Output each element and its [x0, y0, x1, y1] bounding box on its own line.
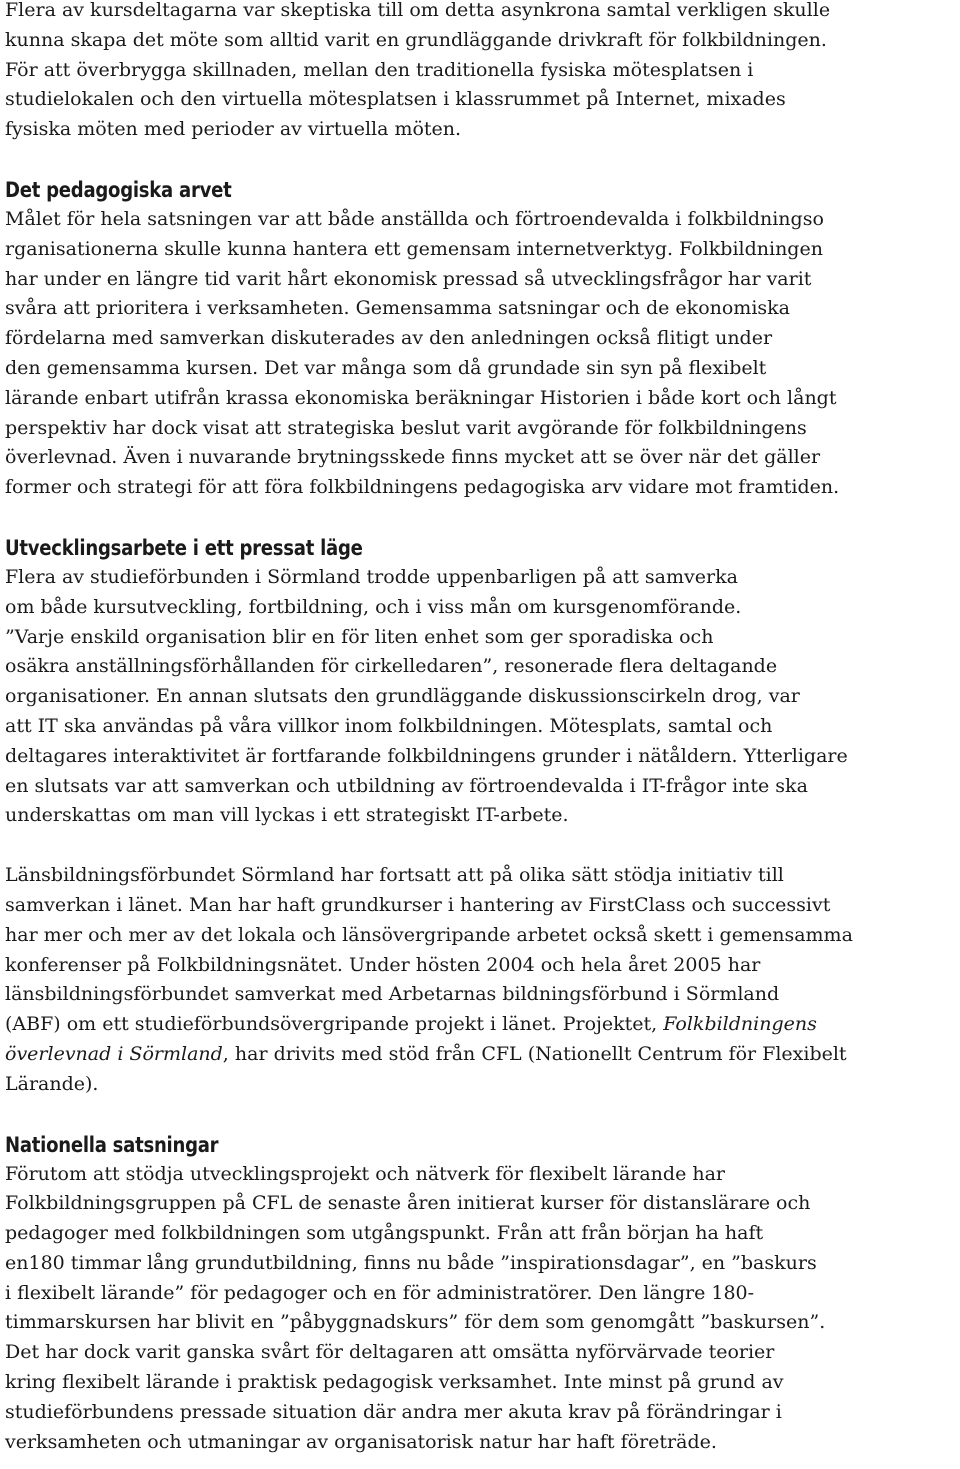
document-page: [5, 0, 959, 1457]
section-pedagogiska-arvet: [5, 175, 959, 503]
text-line: osäkra anställningsförhållanden för cirkelledaren”, resonerade flera deltagande: [5, 655, 778, 678]
text-line: timmarskursen har blivit en ”påbyggnadskurs” för dem som genomgått ”baskursen”.: [5, 1311, 826, 1334]
text-line: lärande enbart utifrån krassa ekonomiska beräkningar Historien i både kort och långt: [5, 386, 837, 409]
section-heading: Nationella satsningar: [5, 1132, 219, 1157]
text-line: överlevnad. Även i nuvarande brytningsskede finns mycket att se över när det gäller: [5, 446, 821, 469]
text-line: underskattas om man vill lyckas i ett strategiskt IT-arbete.: [5, 804, 569, 827]
text-line: Lärande).: [5, 1072, 99, 1095]
text-line: Folkbildningsgruppen på CFL de senaste åren initierat kurser för distanslärare och: [5, 1192, 811, 1215]
section-utvecklingsarbete: [5, 533, 959, 1100]
project-title-italic: överlevnad i Sörmland: [5, 1042, 223, 1065]
text-line: en180 timmar lång grundutbildning, finns nu både ”inspirationsdagar”, en ”baskurs: [5, 1251, 817, 1274]
text-line: För att överbrygga skillnaden, mellan den traditionella fysiska mötesplatsen i: [5, 58, 754, 81]
text-line: kring flexibelt lärande i praktisk pedagogisk verksamhet. Inte minst på grund av: [5, 1371, 784, 1394]
text-segment: , har drivits med stöd från CFL (Nationellt Centrum för Flexibelt: [222, 1042, 847, 1065]
text-line: perspektiv har dock visat att strategiska beslut varit avgörande för folkbildningens: [5, 416, 807, 439]
text-line: studieförbundens pressade situation där andra mer akuta krav på förändringar i: [5, 1400, 782, 1423]
text-line: pedagoger med folkbildningen som utgångspunkt. Från att från början ha haft: [5, 1222, 764, 1245]
text-line: organisationer. En annan slutsats den grundläggande diskussionscirkeln drog, var: [5, 685, 800, 708]
text-line: att IT ska användas på våra villkor inom folkbildningen. Mötesplats, samtal och: [5, 714, 773, 737]
text-line: Flera av studieförbunden i Sörmland trodde uppenbarligen på att samverka: [5, 565, 738, 588]
text-line: har under en längre tid varit hårt ekonomisk pressad så utvecklingsfrågor har varit: [5, 267, 812, 290]
text-line: Målet för hela satsningen var att både anställda och förtroendevalda i folkbildningso: [5, 207, 824, 230]
section-heading: Utvecklingsarbete i ett pressat läge: [5, 535, 363, 560]
text-line: Förutom att stödja utvecklingsprojekt och nätverk för flexibelt lärande har: [5, 1162, 726, 1185]
text-line: former och strategi för att föra folkbildningens pedagogiska arv vidare mot framtiden.: [5, 476, 840, 499]
text-line: har mer och mer av det lokala och länsövergripande arbetet också skett i gemensamma: [5, 923, 853, 946]
text-line: den gemensamma kursen. Det var många som då grundade sin syn på flexibelt: [5, 356, 767, 379]
text-line: länsbildningsförbundet samverkat med Arbetarnas bildningsförbund i Sörmland: [5, 983, 780, 1006]
text-line: rganisationerna skulle kunna hantera ett gemensam internetverktyg. Folkbildningen: [5, 237, 823, 260]
text-line: ”Varje enskild organisation blir en för liten enhet som ger sporadiska och: [5, 625, 714, 648]
intro-paragraph: [5, 0, 959, 145]
text-line: studielokalen och den virtuella mötesplatsen i klassrummet på Internet, mixades: [5, 88, 786, 111]
text-line: Länsbildningsförbundet Sörmland har fortsatt att på olika sätt stödja initiativ till: [5, 864, 784, 887]
lansbildning-paragraph: [5, 861, 959, 1099]
section-heading: Det pedagogiska arvet: [5, 177, 232, 202]
text-line: fördelarna med samverkan diskuterades av den anledningen också flitigt under: [5, 327, 773, 350]
text-line: [5, 1010, 959, 1040]
text-line: en slutsats var att samverkan och utbildning av förtroendevalda i IT-frågor inte ska: [5, 774, 808, 797]
text-line: fysiska möten med perioder av virtuella möten.: [5, 118, 462, 141]
project-title-italic: Folkbildningens: [663, 1013, 817, 1036]
text-line: Det har dock varit ganska svårt för deltagaren att omsätta nyförvärvade teorier: [5, 1341, 775, 1364]
text-line: deltagares interaktivitet är fortfarande folkbildningens grunder i nätåldern. Ytterligare: [5, 744, 848, 767]
text-line: kunna skapa det möte som alltid varit en grundläggande drivkraft för folkbildningen.: [5, 28, 827, 51]
text-line: i flexibelt lärande” för pedagoger och en för administratörer. Den längre 180-: [5, 1281, 755, 1304]
section-nationella-satsningar: [5, 1130, 959, 1458]
text-line: [5, 1040, 959, 1070]
text-line: om både kursutveckling, fortbildning, och i viss mån om kursgenomförande.: [5, 595, 742, 618]
text-line: samverkan i länet. Man har haft grundkurser i hantering av FirstClass och successivt: [5, 893, 831, 916]
text-segment: (ABF) om ett studieförbundsövergripande projekt i länet. Projektet,: [5, 1013, 664, 1036]
text-line: konferenser på Folkbildningsnätet. Under hösten 2004 och hela året 2005 har: [5, 953, 761, 976]
text-line: verksamheten och utmaningar av organisatorisk natur har haft företräde.: [5, 1430, 717, 1453]
text-line: svåra att prioritera i verksamheten. Gemensamma satsningar och de ekonomiska: [5, 297, 790, 320]
text-line: Flera av kursdeltagarna var skeptiska till om detta asynkrona samtal verkligen skulle: [5, 0, 831, 21]
